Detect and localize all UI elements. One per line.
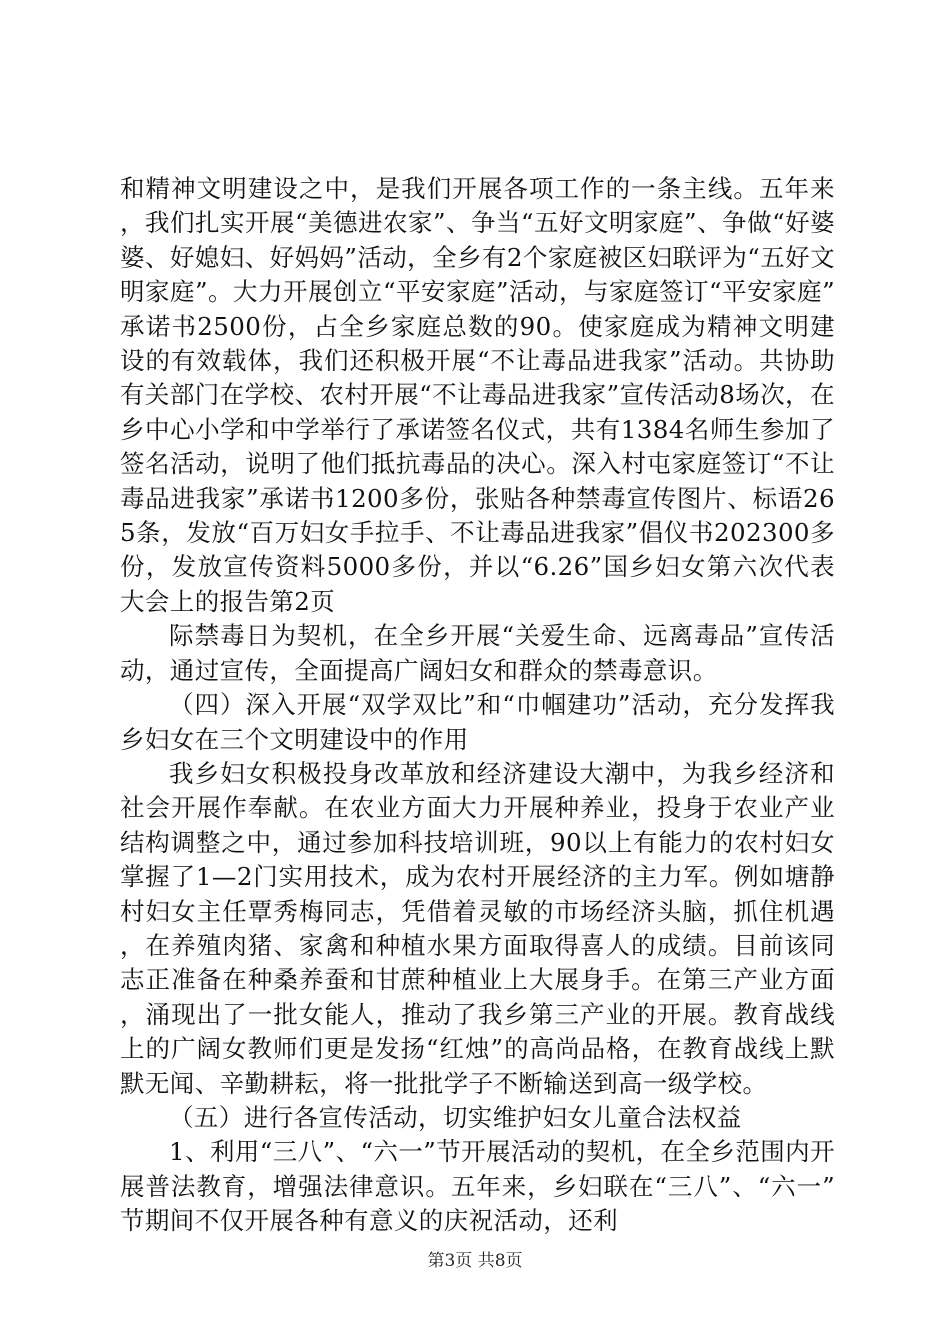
paragraph-family-civilization: 和精神文明建设之中，是我们开展各项工作的一条主线。五年来，我们扎实开展“美德进农家”、争当“五好文明家庭”、争做“好婆婆、好媳妇、好妈妈”活动，全乡有2个家庭被区妇联评为“五好文明家庭”。大力开展创立“平安家庭”活动，与家庭签订“平安家庭”承诺书2500份，占全乡家庭总数的90。使家庭成为精神文明建设的有效载体，我们还积极开展“不让毒品进我家”活动。共协助有关部门在学校、农村开展“不让毒品进我家”宣传活动8场次，在乡中心小学和中学举行了承诺签名仪式，共有1384名师生参加了签名活动，说明了他们抵抗毒品的决心。深入村屯家庭签订“不让毒品进我家”承诺书1200多份，张贴各种禁毒宣传图片、标语265条，发放“百万妇女手拉手、不让毒品进我家”倡仪书202300多份，发放宣传资料5000多份，并以“6.26”国乡妇女第六次代表大会上的报告第2页 — [120, 174, 835, 616]
paragraph-legal-education: 1、利用“三八”、“六一”节开展活动的契机，在全乡范围内开展普法教育，增强法律意识。五年来，乡妇联在“三八”、“六一”节期间不仅开展各种有意义的庆祝活动，还利 — [120, 1137, 835, 1236]
section-heading-four: （四）深入开展“双学双比”和“巾帼建功”活动，充分发挥我乡妇女在三个文明建设中的作用 — [120, 690, 835, 754]
section-heading-five: （五）进行各宣传活动，切实维护妇女儿童合法权益 — [169, 1102, 742, 1132]
document-body — [120, 172, 835, 1239]
paragraph-women-economy: 我乡妇女积极投身改革放和经济建设大潮中，为我乡经济和社会开展作奉献。在农业方面大力开展种养业，投身于农业产业结构调整之中，通过参加科技培训班，90以上有能力的农村妇女掌握了1—2门实用技术，成为农村开展经济的主力军。例如塘静村妇女主任覃秀梅同志，凭借着灵敏的市场经济头脑，抓住机遇，在养殖肉猪、家禽和种植水果方面取得喜人的成绩。目前该同志正准备在种桑养蚕和甘蔗种植业上大展身手。在第三产业方面，涌现出了一批女能人，推动了我乡第三产业的开展。教育战线上的广阔女教师们更是发扬“红烛”的高尚品格，在教育战线上默默无闻、辛勤耕耘，将一批批学子不断输送到高一级学校。 — [120, 758, 835, 1098]
page-footer: 第3页 共8页 — [427, 1251, 523, 1271]
paragraph-anti-drug-day: 际禁毒日为契机，在全乡开展“关爱生命、远离毒品”宣传活动，通过宣传，全面提高广阔妇女和群众的禁毒意识。 — [120, 621, 835, 685]
